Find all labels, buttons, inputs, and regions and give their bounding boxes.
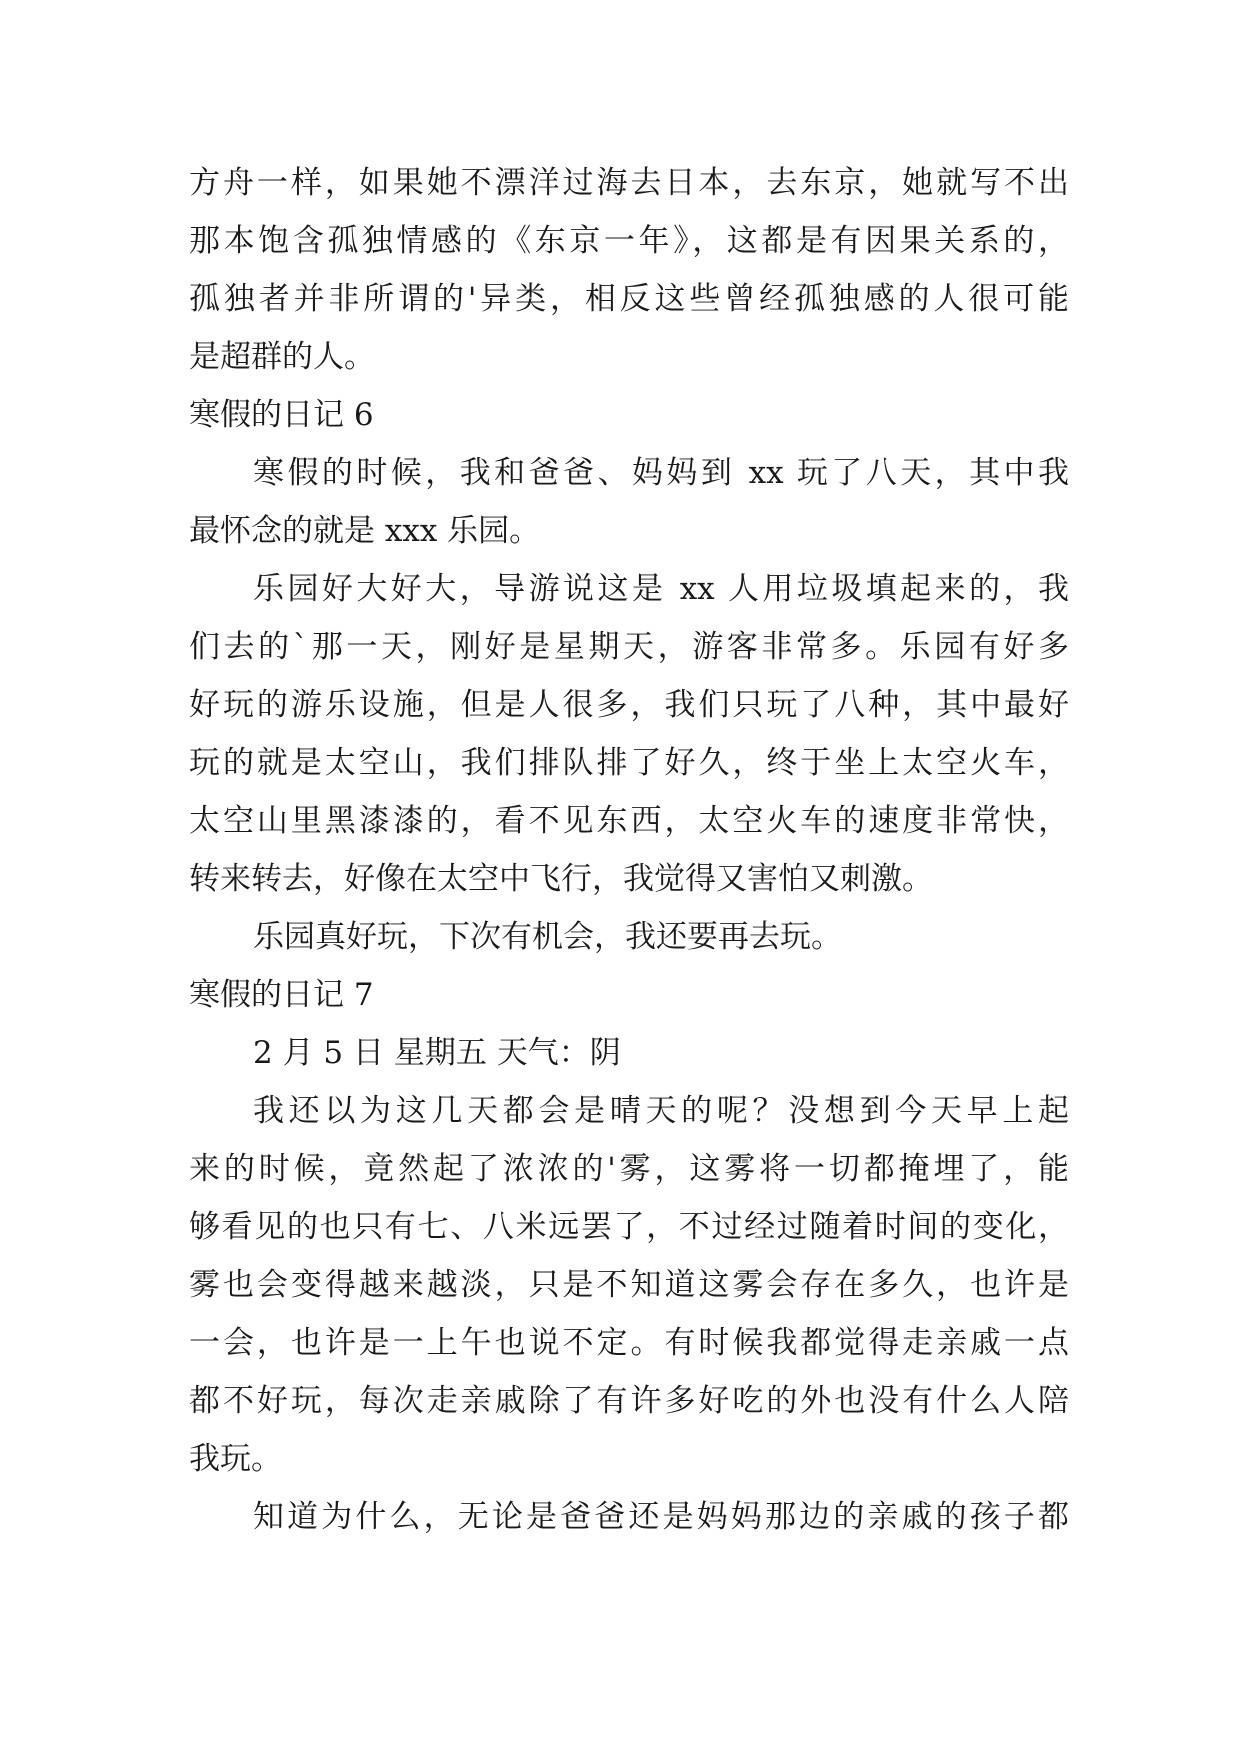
text-line: 一会，也许是一上午也说不定。有时候我都觉得走亲戚一点 — [189, 1325, 1069, 1361]
text-line: 最怀念的就是 xxx 乐园。 — [189, 513, 541, 549]
text-line: 乐园好大好大，导游说这是 xx 人用垃圾填起来的，我 — [253, 571, 1069, 607]
section-heading: 寒假的日记 7 — [189, 977, 374, 1013]
text-line: 太空山里黑漆漆的，看不见东西，太空火车的速度非常快， — [189, 803, 1069, 839]
text-line: 玩的就是太空山，我们排队排了好久，终于坐上太空火车， — [189, 745, 1069, 781]
text-line: 我还以为这几天都会是晴天的呢？没想到今天早上起 — [253, 1093, 1069, 1129]
text-line: 方舟一样，如果她不漂洋过海去日本，去东京，她就写不出 — [189, 165, 1069, 201]
text-line: 乐园真好玩，下次有机会，我还要再去玩。 — [253, 919, 842, 955]
text-line: 都不好玩，每次走亲戚除了有许多好吃的外也没有什么人陪 — [189, 1383, 1069, 1419]
text-line: 好玩的游乐设施，但是人很多，我们只玩了八种，其中最好 — [189, 687, 1069, 723]
section-heading: 寒假的日记 6 — [189, 397, 374, 433]
diary-date-line: 2 月 5 日 星期五 天气：阴 — [253, 1035, 621, 1071]
text-line: 知道为什么，无论是爸爸还是妈妈那边的亲戚的孩子都 — [253, 1499, 1069, 1535]
text-line: 们去的`那一天，刚好是星期天，游客非常多。乐园有好多 — [189, 629, 1069, 665]
text-line: 来的时候，竟然起了浓浓的'雾，这雾将一切都掩埋了，能 — [189, 1151, 1069, 1187]
text-line: 雾也会变得越来越淡，只是不知道这雾会存在多久，也许是 — [189, 1267, 1069, 1303]
text-line: 寒假的时候，我和爸爸、妈妈到 xx 玩了八天，其中我 — [253, 455, 1069, 491]
text-line: 转来转去，好像在太空中飞行，我觉得又害怕又刺激。 — [189, 861, 933, 897]
text-line: 那本饱含孤独情感的《东京一年》，这都是有因果关系的， — [189, 223, 1069, 259]
text-line: 孤独者并非所谓的'异类，相反这些曾经孤独感的人很可能 — [189, 281, 1069, 317]
text-line: 我玩。 — [189, 1441, 282, 1477]
text-line: 够看见的也只有七、八米远罢了，不过经过随着时间的变化， — [189, 1209, 1069, 1245]
document-body — [189, 154, 1069, 1546]
text-line: 是超群的人。 — [189, 339, 375, 375]
